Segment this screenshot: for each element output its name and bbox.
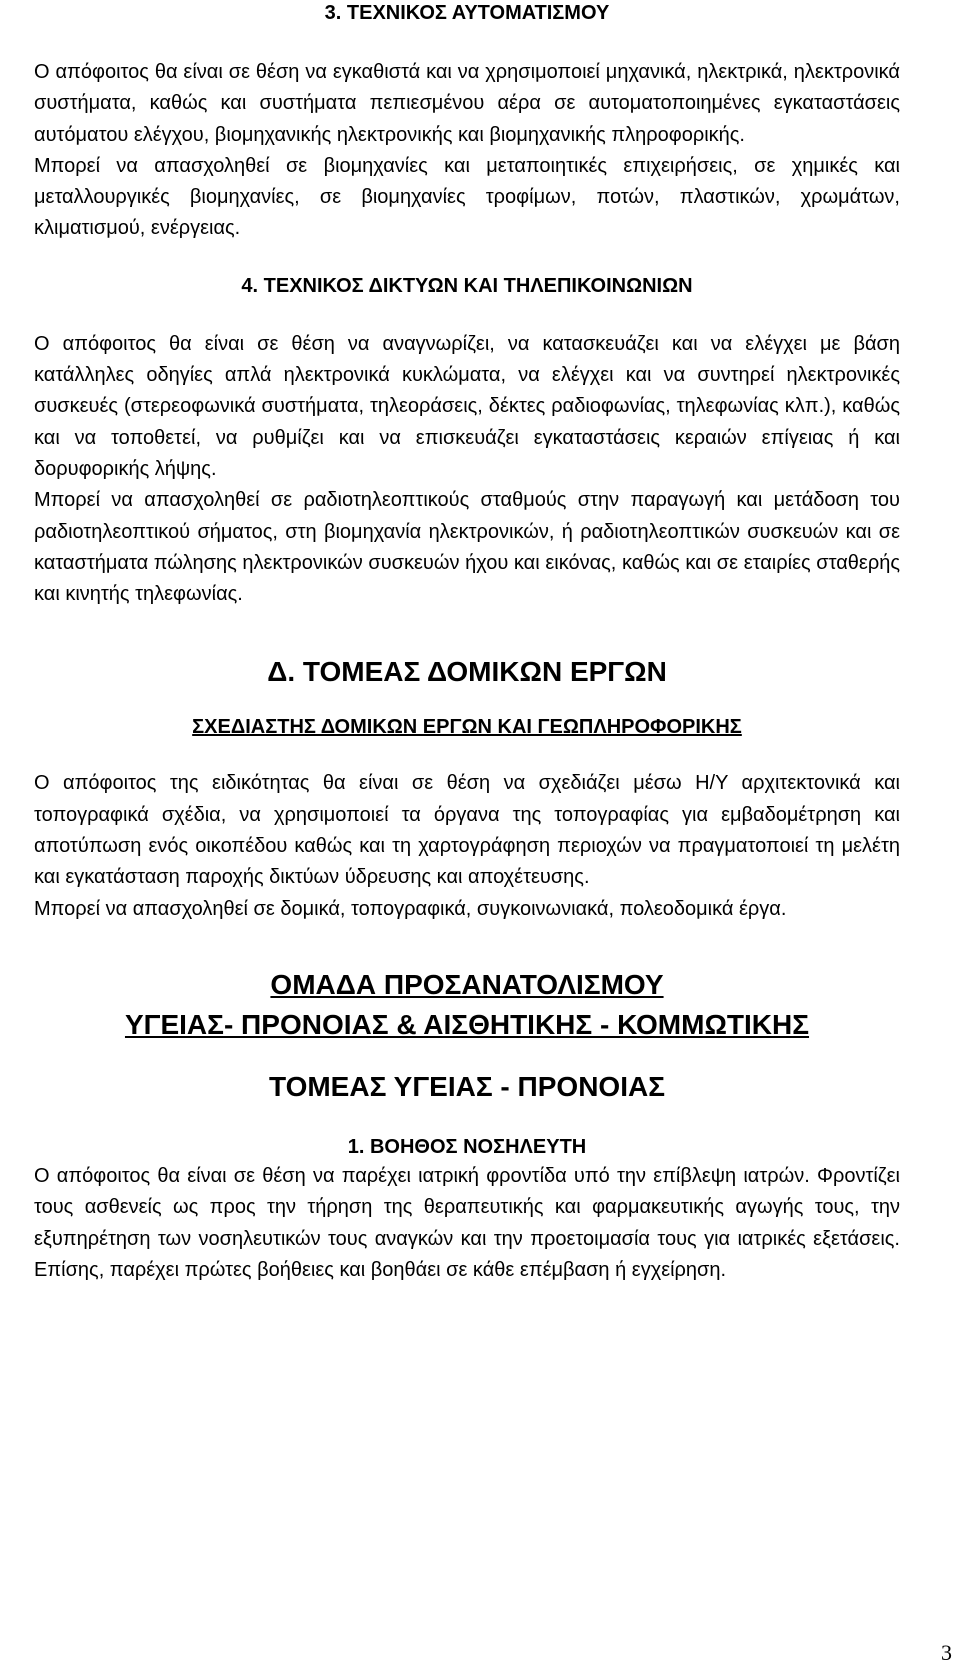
sector-d-heading: Δ. ΤΟΜΕΑΣ ΔΟΜΙΚΩΝ ΕΡΓΩΝ [267, 656, 667, 688]
health-sector-heading: ΤΟΜΕΑΣ ΥΓΕΙΑΣ - ΠΡΟΝΟΙΑΣ [268, 1070, 666, 1102]
section-4-heading: 4. ΤΕΧΝΙΚΟΣ ΔΙΚΤΥΩΝ ΚΑΙ ΤΗΛΕΠΙΚΟΙΝΩΝΙΩΝ [241, 274, 693, 297]
orientation-group-title-line-1: ΟΜΑΔΑ ΠΡΟΣΑΝΑΤΟΛΙΣΜΟΥ [270, 968, 664, 1000]
section-3-paragraph-2: Μπορεί να απασχοληθεί σε βιομηχανίες και μεταποιητικές επιχειρήσεις, σε χημικές και μεταλλουργικές βιομηχανίες, σε βιομηχανίες τροφίμων, ποτών, πλαστικών, χρωμάτων, κλιματισμού, ενέργειας. [34, 154, 900, 240]
section-4-paragraph-1: Ο απόφοιτος θα είναι σε θέση να αναγνωρίζει, να κατασκευάζει και να ελέγχει με βάση κατάλληλες οδηγίες απλά ηλεκτρονικά κυκλώματα, να ελέγχει και να συντηρεί ηλεκτρονικές συσκευές (στερεοφωνικά συστήματα, τηλεοράσεις, δέκτες ραδιοφωνίας, τηλεφωνίας κλπ.), καθώς και να τοποθετεί, να ρυθμίζει και να επισκευάζει εγκαταστάσεις κεραιών επίγειας ή και δορυφορικής λήψης. [34, 332, 900, 480]
page-number: 3 [941, 1640, 952, 1665]
section-3-heading: 3. ΤΕΧΝΙΚΟΣ ΑΥΤΟΜΑΤΙΣΜΟΥ [324, 2, 610, 24]
section-3-paragraph-1: Ο απόφοιτος θα είναι σε θέση να εγκαθιστά και να χρησιμοποιεί μηχανικά, ηλεκτρικά, ηλεκτρονικά συστήματα, καθώς και συστήματα πεπιεσμένου αέρα σε αυτοματοποιημένες εγκαταστάσεις αυτόματου ελέγχου, βιομηχανικής ηλεκτρονικής και βιομηχανικής πληροφορικής. [34, 61, 900, 146]
sector-d-paragraph-2: Μπορεί να απασχοληθεί σε δομικά, τοπογραφικά, συγκοινωνιακά, πολεοδομικά έργα. [34, 897, 787, 920]
nurse-assistant-heading: 1. ΒΟΗΘΟΣ ΝΟΣΗΛΕΥΤΗ [347, 1135, 587, 1158]
nurse-assistant-paragraph: Ο απόφοιτος θα είναι σε θέση να παρέχει ιατρική φροντίδα υπό την επίβλεψη ιατρών. Φροντίζει τους ασθενείς ως προς την τήρηση της θεραπευτικής και φαρμακευτικής αγωγής τους, την εξυπηρέτηση των νοσηλευτικών τους αναγκών και την προετοιμασία τους για ιατρικές εξετάσεις. Επίσης, παρέχει πρώτες βοήθειες και βοηθάει σε κάθε επέμβαση ή εγχείρηση. [34, 1164, 900, 1281]
sector-d-subheading: ΣΧΕΔΙΑΣΤΗΣ ΔΟΜΙΚΩΝ ΕΡΓΩΝ ΚΑΙ ΓΕΩΠΛΗΡΟΦΟΡΙΚΗΣ [192, 716, 742, 739]
document-page [34, 0, 900, 1286]
section-4-paragraph-2: Μπορεί να απασχοληθεί σε ραδιοτηλεοπτικούς σταθμούς στην παραγωγή και μετάδοση του ραδιοτηλεοπτικού σήματος, στη βιομηχανία ηλεκτρονικών, ή ραδιοτηλεοπτικών συσκευών και σε καταστήματα πώλησης ηλεκτρονικών συσκευών ήχου και εικόνας, καθώς και σε εταιρίες σταθερής και κινητής τηλεφωνίας. [34, 489, 900, 606]
orientation-group-title-line-2: ΥΓΕΙΑΣ- ΠΡΟΝΟΙΑΣ & ΑΙΣΘΗΤΙΚΗΣ - ΚΟΜΜΩΤΙΚΗΣ [124, 1008, 810, 1040]
sector-d-paragraph-1: Ο απόφοιτος της ειδικότητας θα είναι σε θέση να σχεδιάζει μέσω Η/Υ αρχιτεκτονικά και τοπογραφικά σχέδια, να χρησιμοποιεί τα όργανα της τοπογραφίας για εμβαδομέτρηση και αποτύπωση ενός οικοπέδου καθώς και τη χαρτογράφηση περιοχών να πραγματοποιεί τη μελέτη και εγκατάσταση παροχής δικτύων ύδρευσης και αποχέτευσης. [34, 772, 900, 889]
